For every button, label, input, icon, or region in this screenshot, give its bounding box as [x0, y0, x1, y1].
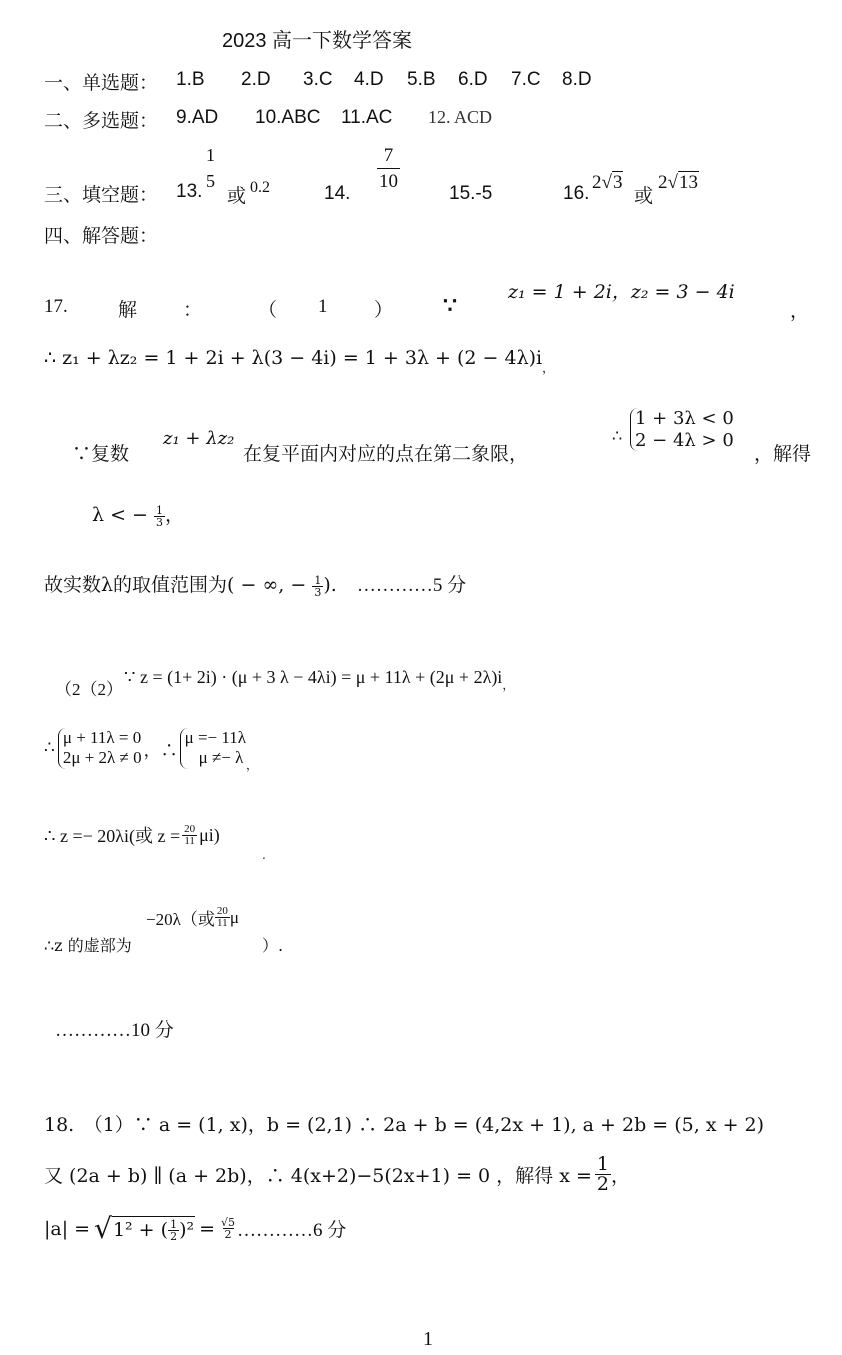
sys1-line-a: 1 + 3λ < 0 [635, 408, 734, 429]
p17-line2 [44, 347, 554, 376]
p17-part2-label: （2（2） [55, 680, 123, 699]
q14-denominator: 10 [377, 168, 400, 191]
because-symbol: ∵ [443, 293, 457, 319]
p18-line2-tail: ， [610, 1165, 630, 1187]
p17-part: 1 [318, 296, 328, 317]
frac-den: 3 [156, 515, 164, 529]
p17-line3-pre: ∵复数 [72, 443, 130, 465]
p17-z-pre: ∴ z =− 20λi(或 z = [44, 826, 181, 846]
p18-line3: |a| = √ 1² + ( $\frac{1}{2}$ )² = $\frac{√5}{2}$ …………6 分 [44, 1212, 347, 1245]
answer-item: 12. ACD [428, 107, 493, 127]
answer-item: 11.AC [341, 107, 393, 128]
p17-solve: ，解得 [754, 443, 812, 465]
frac-num: 20 [216, 905, 228, 917]
p17-line5-math: ( − ∞, − [227, 574, 307, 596]
p17-line4 [92, 500, 184, 528]
p17-sys-mid: ，∴ [143, 740, 178, 760]
sys3-line-b: μ ≠− λ [198, 748, 244, 768]
q14-numerator: 7 [383, 145, 394, 166]
answer-item: 1.B [176, 69, 205, 90]
p17-sys-tail: ， [246, 757, 259, 772]
p17-imag-mu: μ [229, 907, 239, 927]
p17-part2-tail: ， [502, 678, 515, 692]
sys2-line-b: 2μ + 2λ ≠ 0 [62, 748, 142, 768]
p17-therefore: ∴ [612, 426, 623, 445]
answer-item: 4.D [354, 69, 384, 90]
q13-or: 或 [227, 185, 247, 207]
p17-line4-tail: ， [165, 504, 185, 526]
answer-item: 5.B [407, 69, 436, 90]
p17-z-post: μi) [199, 824, 220, 845]
page-number: 1 [423, 1328, 433, 1350]
section-fill-label: 三、填空题： [44, 184, 159, 206]
frac-num: 1 [170, 1217, 178, 1231]
frac-den: 11 [217, 917, 228, 929]
q13-alt: 0.2 [250, 179, 270, 196]
section-multi-choice-label: 二、多选题： [44, 110, 159, 132]
answer-item: 6.D [458, 69, 488, 90]
answer-item: 7.C [511, 69, 541, 90]
q16-number: 16. [563, 183, 590, 204]
q13-number: 13. [176, 181, 203, 202]
frac-den: 2 [224, 1228, 232, 1241]
sqrt-radicand [112, 1216, 195, 1242]
frac-num: 1 [156, 503, 164, 517]
p17-given: z₁ = 1 + 2i，z₂ = 3 − 4i [508, 281, 735, 303]
q13-numerator: 1 [206, 145, 215, 165]
p18-line1: 18. （1）∵ a = (1, x)，b = (2,1) ∴ 2a + b = (4,2x + 1), a + 2b = (5, x + 2) [44, 1114, 765, 1136]
p17-line3-z: z₁ + λz₂ [163, 428, 235, 449]
p17-line5-close: ). [323, 574, 337, 596]
radicand-text: 1² + ( [112, 1219, 169, 1241]
p17-line4-pre: λ < − [92, 504, 148, 526]
frac-num: 1 [596, 1153, 609, 1175]
p17-part2-eq-text: ∵ z = (1+ 2i) · (μ + 3 λ − 4λi) = μ + 11λ + (2μ + 2λ)i [124, 667, 503, 687]
p17-imag-close: ）. [262, 936, 284, 955]
q16-answer-b: 2√13 [658, 172, 698, 193]
score-label: …………5 分 [356, 575, 467, 596]
p17-colon: ： [183, 299, 203, 321]
p17-imag-pre: ∴z 的虚部为 [44, 936, 132, 955]
p18-line2-pre: 又 (2a + b) ∥ (a + 2b)，∴ 4(x+2)−5(2x+1) = 0 ，解得 x = [44, 1165, 592, 1187]
answer-item: 3.C [303, 69, 333, 90]
section-solve-label: 四、解答题： [44, 225, 159, 247]
p17-part2-eq [124, 667, 514, 693]
answer-item: 10.ABC [255, 107, 321, 128]
q16-answer-a: 2√3 [592, 172, 623, 193]
q16-a-radicand: 3 [612, 172, 623, 193]
q16-b-radicand: 13 [678, 172, 698, 193]
q16-or: 或 [634, 185, 654, 207]
p17-line5 [44, 570, 466, 598]
score-label: …………6 分 [237, 1220, 347, 1241]
p17-imag-val: −20λ（或 [146, 910, 215, 929]
sys1-line-b: 2 − 4λ > 0 [635, 429, 734, 451]
p17-jie: 解 [118, 299, 138, 321]
q15-answer: 15.-5 [449, 183, 493, 204]
p17-comma: ， [790, 300, 810, 322]
q14-number: 14. [324, 183, 351, 204]
section-single-choice [44, 68, 158, 95]
sys3-line-a: μ =− 11λ [184, 728, 247, 747]
p17-z-tail: . [262, 848, 266, 862]
q16-a-coef: 2 [592, 172, 602, 193]
frac-den: 2 [170, 1229, 178, 1243]
section-label: 一、单选题： [44, 72, 159, 94]
p17-z-result [44, 822, 220, 848]
q13-fraction [206, 146, 215, 190]
p17-imag-value [146, 905, 239, 930]
score-label: …………10 分 [55, 1020, 174, 1041]
p17-number: 17. [44, 296, 68, 317]
page-title: 2023 高一下数学答案 [222, 30, 413, 52]
p17-line2-eq: ∴ z₁ + λz₂ = 1 + 2i + λ(3 − 4i) = 1 + 3λ + (2 − 4λ)i [44, 347, 543, 369]
p17-line3-text: 在复平面内对应的点在第二象限， [243, 443, 529, 465]
frac-den: 2 [596, 1173, 609, 1195]
q14-fraction [377, 146, 400, 191]
frac-num: 20 [184, 822, 196, 835]
p18-eq: = [199, 1217, 216, 1240]
frac-num: 1 [314, 573, 322, 587]
frac-den: 11 [184, 834, 195, 847]
p18-line3-pre: |a| = [44, 1217, 91, 1240]
q13-denominator: 5 [206, 171, 215, 191]
p17-rparen: ） [374, 299, 394, 321]
radicand-end: )² [179, 1219, 195, 1241]
answer-item: 2.D [241, 69, 271, 90]
p17-line5-pre: 故实数λ的取值范围为 [44, 574, 228, 596]
p17-system-2 [44, 728, 259, 772]
single-choice-answers [176, 69, 205, 91]
p17-system-1 [630, 408, 734, 451]
p17-line2-tail: ， [542, 361, 555, 375]
p17-lparen: （ [258, 299, 278, 321]
frac-den: 3 [314, 585, 322, 599]
answer-item: 9.AD [176, 107, 219, 128]
frac-num: √5 [221, 1216, 236, 1229]
p18-line2 [44, 1155, 630, 1194]
q16-b-coef: 2 [658, 172, 668, 193]
answer-item: 8.D [562, 69, 592, 90]
therefore-symbol: ∴ [44, 738, 55, 758]
sys2-line-a: μ + 11λ = 0 [62, 728, 142, 747]
